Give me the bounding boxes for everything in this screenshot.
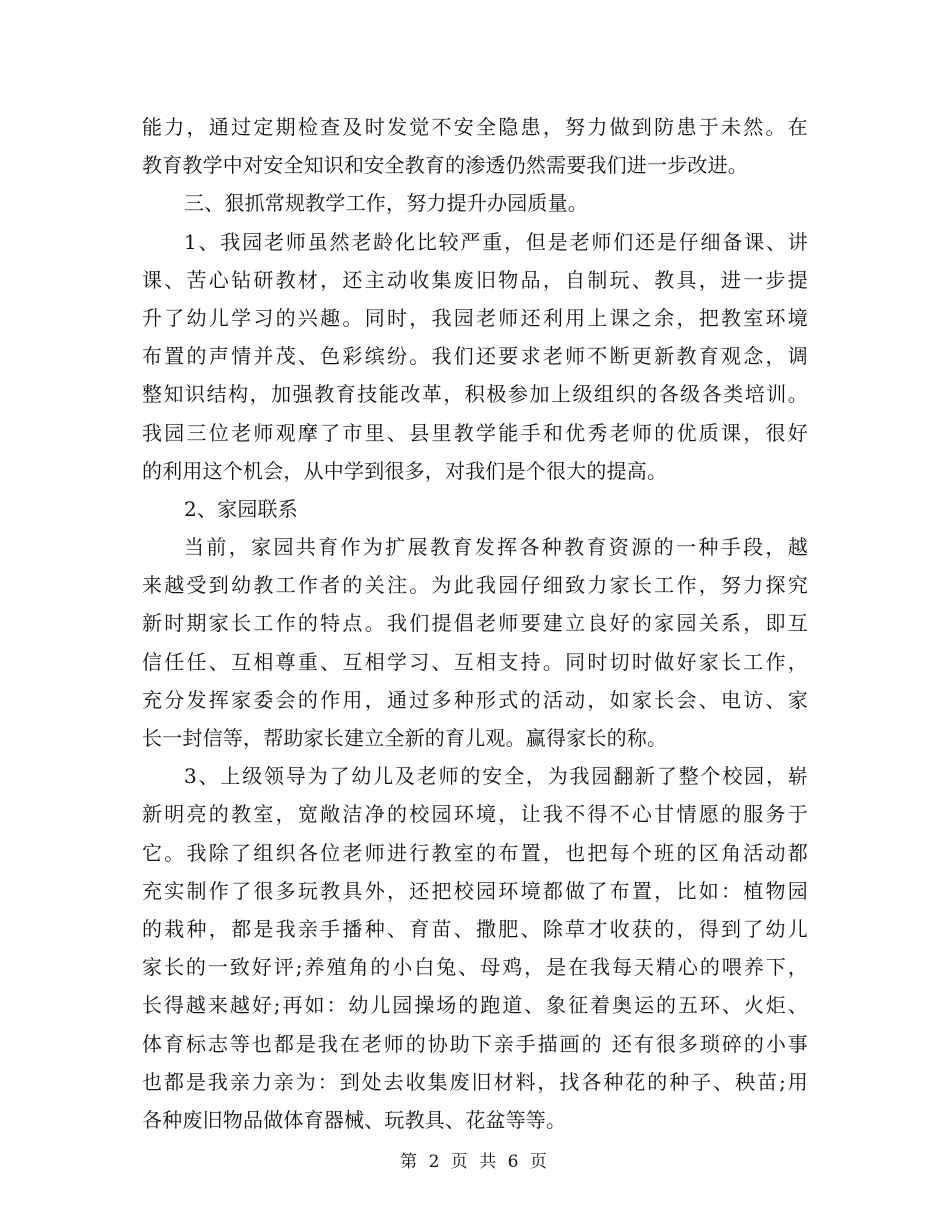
text-line: 来越受到幼教工作者的关注。为此我园仔细致力家长工作，努力探究 (142, 573, 808, 598)
text-line: 当前，家园共育作为扩展教育发挥各种教育资源的一种手段，越 (184, 535, 808, 560)
page-footer: 第 2 页 共 6 页 (400, 1152, 550, 1172)
text-line: 教育教学中对安全知识和安全教育的渗透仍然需要我们进一步改进。 (142, 153, 748, 178)
text-line: 的栽种，都是我亲手播种、育苗、撒肥、除草才收获的，得到了幼儿 (142, 916, 808, 941)
paragraph (142, 757, 808, 1139)
text-line: 充分发挥家委会的作用，通过多种形式的活动，如家长会、电访、家 (142, 687, 808, 712)
paragraph (142, 528, 808, 757)
text-line: 也都是我亲力亲为：到处去收集废旧材料，找各种花的种子、秧苗;用 (142, 1069, 808, 1094)
text-line: 能力，通过定期检查及时发觉不安全隐患，努力做到防患于未然。在 (142, 115, 808, 139)
text-line: 三、狠抓常规教学工作，努力提升办园质量。 (184, 191, 588, 216)
text-line: 新明亮的教室，宽敞洁净的校园环境，让我不得不心甘情愿的服务于 (142, 802, 808, 827)
paragraph (142, 490, 808, 528)
text-line: 长一封信等，帮助家长建立全新的育儿观。赢得家长的称。 (142, 726, 668, 750)
text-line: 课、苦心钻研教材，还主动收集废旧物品，自制玩、教具，进一步提 (142, 267, 808, 292)
text-line: 布置的声情并茂、色彩缤纷。我们还要求老师不断更新教育观念，调 (142, 344, 808, 369)
paragraph (142, 184, 808, 222)
text-line: 3、上级领导为了幼儿及老师的安全，为我园翻新了整个校园，崭 (184, 764, 808, 789)
document-body (142, 108, 808, 1139)
text-line: 我园三位老师观摩了市里、县里教学能手和优秀老师的优质课，很好 (142, 420, 808, 445)
text-line: 家长的一致好评;养殖角的小白兔、母鸡，是在我每天精心的喂养下， (142, 955, 808, 980)
text-line: 充实制作了很多玩教具外，还把校园环境都做了布置，比如：植物园 (142, 878, 808, 903)
text-line: 1、我园老师虽然老龄化比较严重，但是老师们还是仔细备课、讲 (184, 229, 808, 254)
paragraph (142, 108, 808, 184)
text-line: 2、家园联系 (184, 496, 298, 521)
text-line: 信任任、互相尊重、互相学习、互相支持。同时切时做好家长工作， (142, 649, 808, 674)
text-line: 体育标志等也都是我在老师的协助下亲手描画的 还有很多琐碎的小事 (142, 1031, 808, 1056)
text-line: 升了幼儿学习的兴趣。同时，我园老师还利用上课之余，把教室环境 (142, 305, 808, 330)
paragraph (142, 223, 808, 490)
text-line: 整知识结构，加强教育技能改革，积极参加上级组织的各级各类培训。 (142, 382, 808, 407)
text-line: 长得越来越好;再如：幼儿园操场的跑道、象征着奥运的五环、火炬、 (142, 993, 808, 1018)
text-line: 的利用这个机会，从中学到很多，对我们是个很大的提高。 (142, 458, 668, 483)
text-line: 新时期家长工作的特点。我们提倡老师要建立良好的家园关系，即互 (142, 611, 808, 636)
text-line: 各种废旧物品做体育器械、玩教具、花盆等等。 (142, 1107, 567, 1132)
text-line: 它。我除了组织各位老师进行教室的布置，也把每个班的区角活动都 (142, 840, 808, 865)
